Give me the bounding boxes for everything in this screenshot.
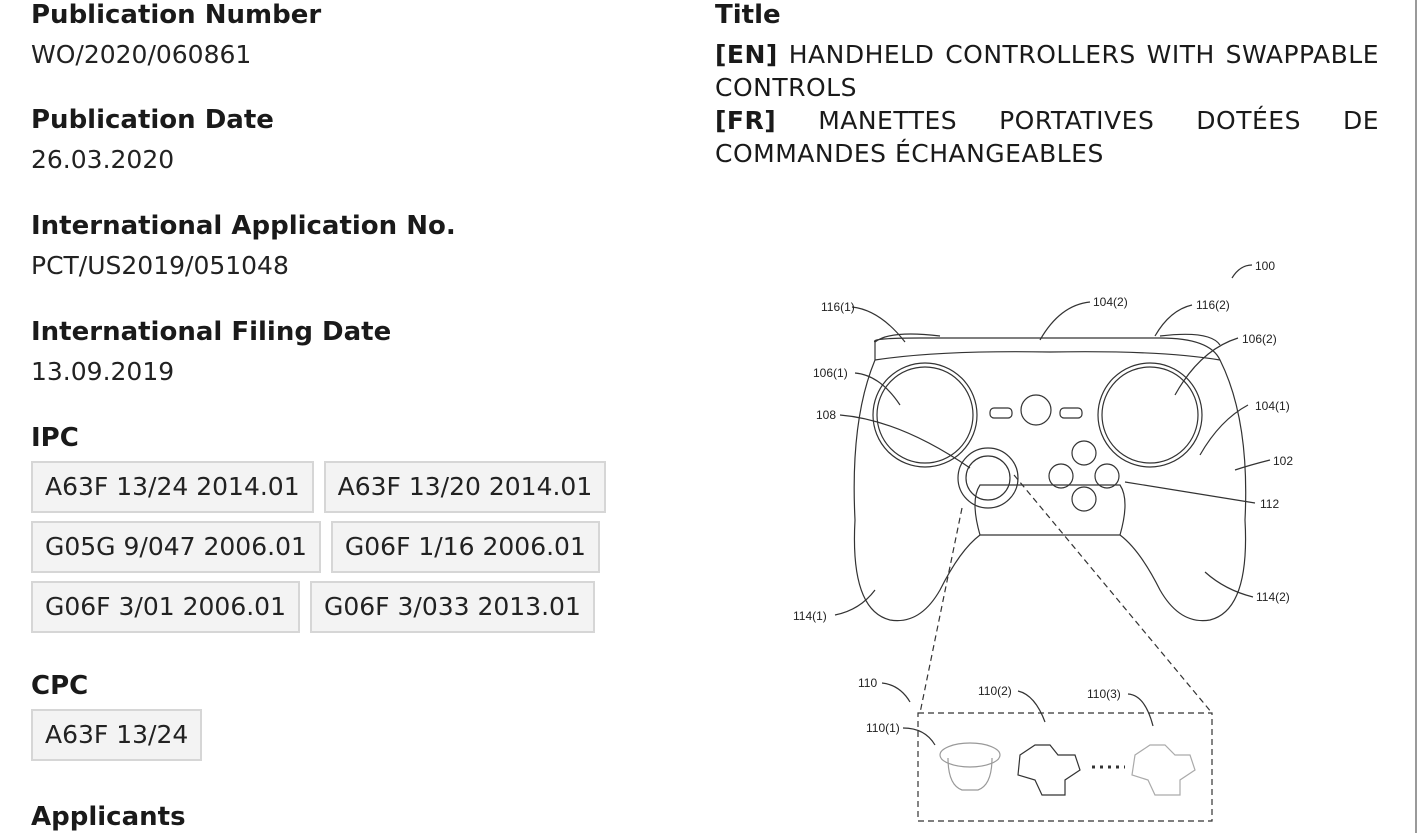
publication-date-label: Publication Date <box>31 105 274 135</box>
label-100: 100 <box>1255 259 1276 273</box>
title-section <box>715 0 1379 170</box>
label-110: 110 <box>858 676 878 690</box>
label-112: 112 <box>1260 497 1280 511</box>
cpc-code[interactable]: A63F 13/24 <box>31 709 202 761</box>
cpc-codes <box>31 709 202 769</box>
ipc-code[interactable]: A63F 13/20 2014.01 <box>324 461 607 513</box>
lang-tag-fr: [FR] <box>715 106 777 135</box>
application-no-value: PCT/US2019/051048 <box>31 251 289 280</box>
label-106-2: 106(2) <box>1242 332 1277 346</box>
ipc-code[interactable]: G06F 1/16 2006.01 <box>331 521 600 573</box>
label-104-2: 104(2) <box>1093 295 1128 309</box>
center-button <box>1021 395 1051 425</box>
patent-drawing[interactable] <box>780 250 1320 830</box>
application-no-label: International Application No. <box>31 211 456 241</box>
title-en-text: HANDHELD CONTROLLERS WITH SWAPPABLE CONTROLS <box>715 40 1380 102</box>
label-108: 108 <box>816 408 837 422</box>
label-102: 102 <box>1273 454 1294 468</box>
label-114-1: 114(1) <box>793 609 827 623</box>
label-110-1: 110(1) <box>866 721 900 735</box>
label-116-2: 116(2) <box>1196 298 1230 312</box>
publication-date-value: 26.03.2020 <box>31 145 175 174</box>
publication-number-label: Publication Number <box>31 0 322 30</box>
title-fr <box>715 104 1379 170</box>
ipc-code[interactable]: G06F 3/033 2013.01 <box>310 581 595 633</box>
application-no-field <box>31 211 456 281</box>
label-116-1: 116(1) <box>821 300 855 314</box>
ipc-label: IPC <box>31 423 79 453</box>
ipc-codes <box>31 461 606 641</box>
filing-date-value: 13.09.2019 <box>31 357 175 386</box>
joystick <box>958 448 1018 508</box>
publication-date-field <box>31 105 274 175</box>
label-110-2: 110(2) <box>978 684 1012 698</box>
filing-date-field <box>31 317 391 387</box>
label-114-2: 114(2) <box>1256 590 1290 604</box>
lang-tag-en: [EN] <box>715 40 778 69</box>
trackpad-left <box>873 363 977 467</box>
label-106-1: 106(1) <box>813 366 848 380</box>
title-label: Title <box>715 0 781 30</box>
publication-number-field <box>31 0 321 70</box>
controller-drawing <box>780 250 1320 830</box>
ipc-code[interactable]: A63F 13/24 2014.01 <box>31 461 314 513</box>
cpc-label: CPC <box>31 671 89 701</box>
publication-number-value: WO/2020/060861 <box>31 40 252 69</box>
applicants-label: Applicants <box>31 802 186 832</box>
title-fr-text: MANETTES PORTATIVES DOTÉES DE COMMANDES ÉCHANGEABLES <box>715 106 1379 168</box>
title-en <box>715 38 1379 104</box>
ipc-code[interactable]: G05G 9/047 2006.01 <box>31 521 321 573</box>
ipc-code[interactable]: G06F 3/01 2006.01 <box>31 581 300 633</box>
label-110-3: 110(3) <box>1087 687 1121 701</box>
trackpad-right <box>1098 363 1202 467</box>
filing-date-label: International Filing Date <box>31 317 392 347</box>
label-104-1: 104(1) <box>1255 399 1290 413</box>
